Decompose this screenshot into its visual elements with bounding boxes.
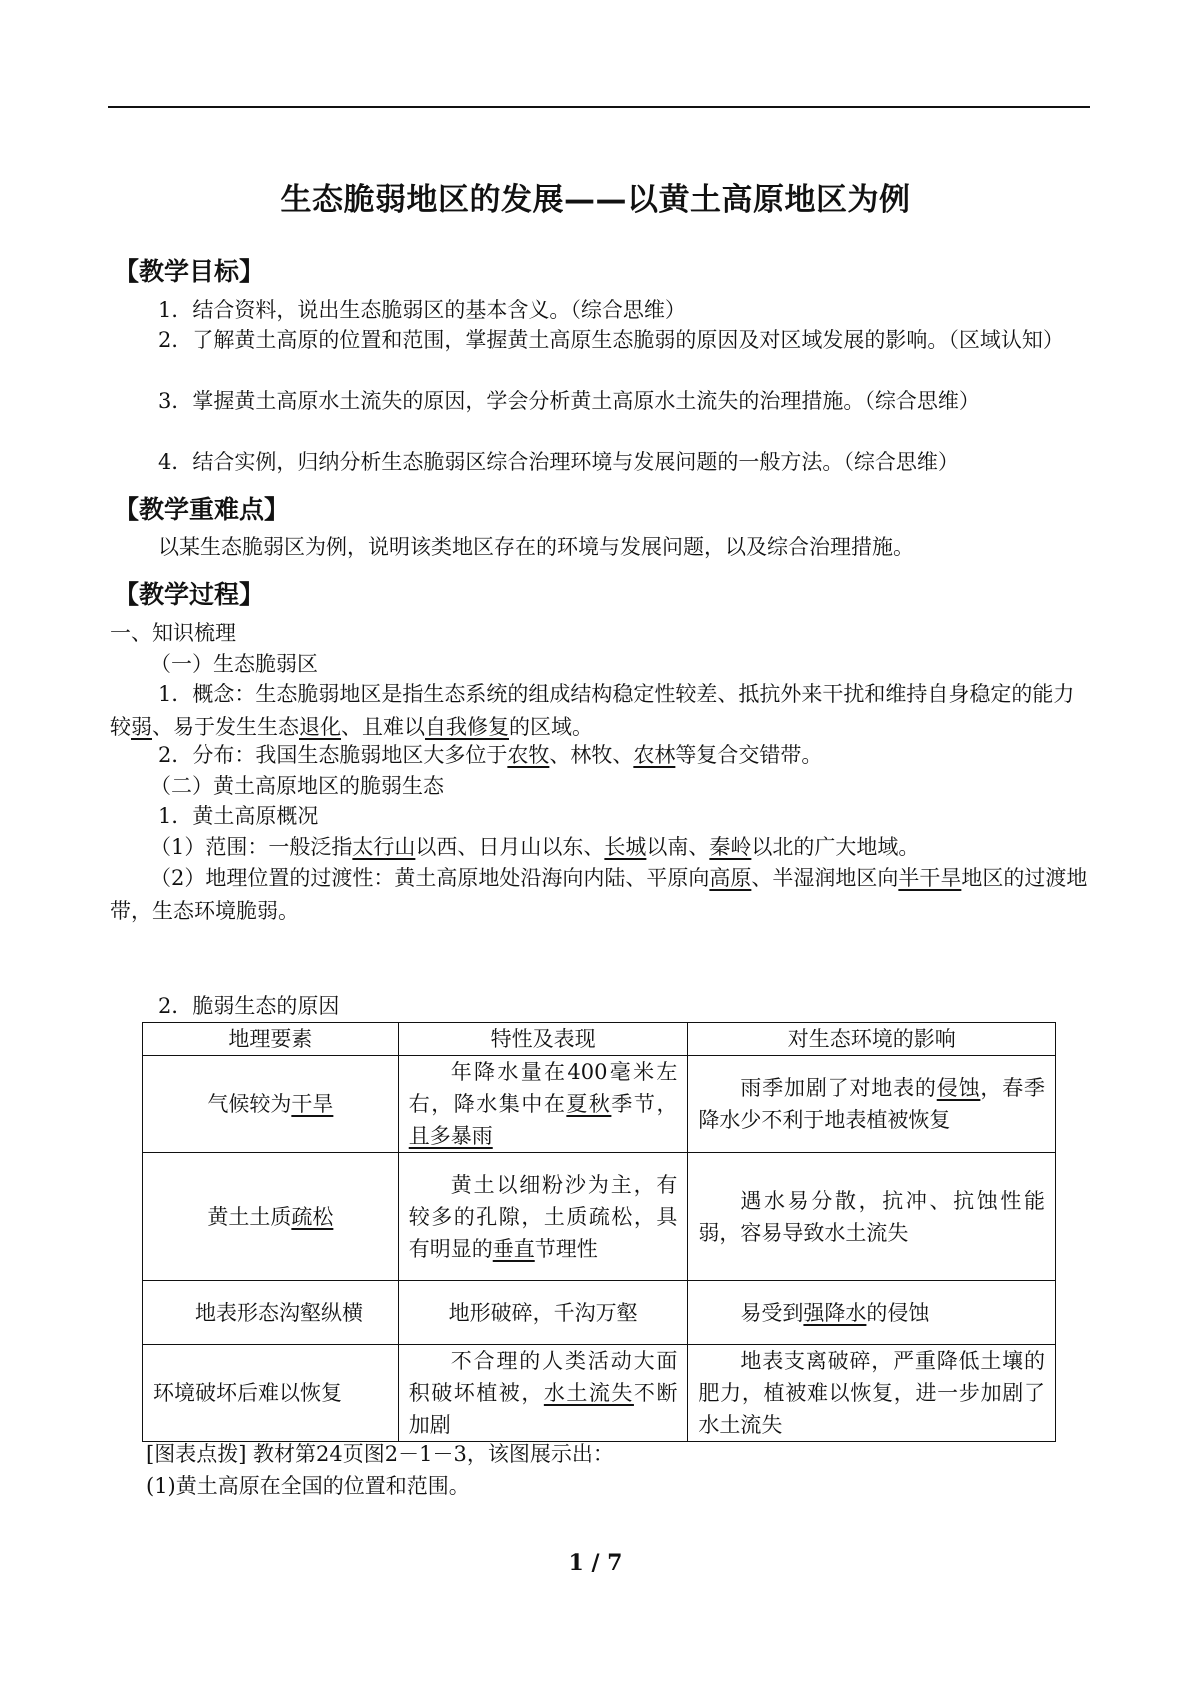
- goal-2: 2．了解黄土高原的位置和范围，掌握黄土高原生态脆弱的原因及对区域发展的影响。（区域认知）: [158, 328, 1064, 352]
- cell-feature: 年降水量在400毫米左右，降水集中在夏秋季节，且多暴雨: [398, 1056, 688, 1153]
- chart-tip-item-1: (1)黄土高原在全国的位置和范围。: [146, 1474, 470, 1498]
- concept-paragraph: 1．概念：生态脆弱地区是指生态系统的组成结构稳定性较差、抵抗外来干扰和维持自身稳定的能力较弱、易于发生生态退化、且难以自我修复的区域。: [110, 682, 1075, 739]
- cell-impact: 地表支离破碎，严重降低土壤的肥力，植被难以恢复，进一步加剧了水土流失: [688, 1345, 1056, 1442]
- header-factor: 地理要素: [143, 1023, 399, 1056]
- key-text: 以某生态脆弱区为例，说明该类地区存在的环境与发展问题，以及综合治理措施。: [158, 535, 914, 559]
- cell-feature: 黄土以细粉沙为主，有较多的孔隙，土质疏松，具有明显的垂直节理性: [398, 1153, 688, 1281]
- cell-factor: 环境破坏后难以恢复: [143, 1345, 399, 1442]
- process-h-a: （一）生态脆弱区: [150, 652, 318, 676]
- table-row: [143, 1056, 1056, 1153]
- cell-factor: 气候较为干旱: [143, 1056, 399, 1153]
- page-number: 1 / 7: [568, 1550, 623, 1576]
- reasons-table: [142, 1022, 1056, 1442]
- table-header-row: [143, 1023, 1056, 1056]
- cell-feature: 不合理的人类活动大面积破坏植被，水土流失不断加剧: [398, 1345, 688, 1442]
- cell-impact: 易受到强降水的侵蚀: [688, 1281, 1056, 1345]
- header-impact: 对生态环境的影响: [688, 1023, 1056, 1056]
- heading-goals: 【教学目标】: [114, 257, 265, 286]
- table-row: [143, 1153, 1056, 1281]
- process-h-b: （二）黄土高原地区的脆弱生态: [150, 774, 444, 798]
- table-row: [143, 1281, 1056, 1345]
- chart-tip: [图表点拨] 教材第24页图2－1－3，该图展示出：: [146, 1442, 614, 1466]
- goal-3: 3．掌握黄土高原水土流失的原因，学会分析黄土高原水土流失的治理措施。（综合思维）: [158, 389, 980, 413]
- goal-1: 1．结合资料，说出生态脆弱区的基本含义。（综合思维）: [158, 298, 686, 322]
- position-paragraph: （2）地理位置的过渡性：黄土高原地处沿海向内陆、平原向高原、半湿润地区向半干旱地区的过渡地带，生态环境脆弱。: [110, 866, 1088, 923]
- heading-process: 【教学过程】: [114, 580, 265, 609]
- range-paragraph: （1）范围：一般泛指太行山以西、日月山以东、长城以南、秦岭以北的广大地域。: [150, 835, 920, 859]
- cell-impact: 遇水易分散，抗冲、抗蚀性能弱，容易导致水土流失: [688, 1153, 1056, 1281]
- header-rule: [108, 106, 1090, 108]
- process-h1: 一、知识梳理: [110, 621, 236, 645]
- heading-key: 【教学重难点】: [114, 495, 290, 524]
- header-feature: 特性及表现: [398, 1023, 688, 1056]
- reasons-heading: 2．脆弱生态的原因: [158, 994, 340, 1018]
- cell-factor: 地表形态沟壑纵横: [143, 1281, 399, 1345]
- cell-impact: 雨季加剧了对地表的侵蚀，春季降水少不利于地表植被恢复: [688, 1056, 1056, 1153]
- distribution-paragraph: 2．分布：我国生态脆弱地区大多位于农牧、林牧、农林等复合交错带。: [158, 743, 823, 767]
- page-title: 生态脆弱地区的发展——以黄土高原地区为例: [280, 182, 911, 218]
- cell-factor: 黄土土质疏松: [143, 1153, 399, 1281]
- goal-4: 4．结合实例，归纳分析生态脆弱区综合治理环境与发展问题的一般方法。（综合思维）: [158, 450, 959, 474]
- table-row: [143, 1345, 1056, 1442]
- overview-heading: 1．黄土高原概况: [158, 804, 319, 828]
- cell-feature: 地形破碎，千沟万壑: [398, 1281, 688, 1345]
